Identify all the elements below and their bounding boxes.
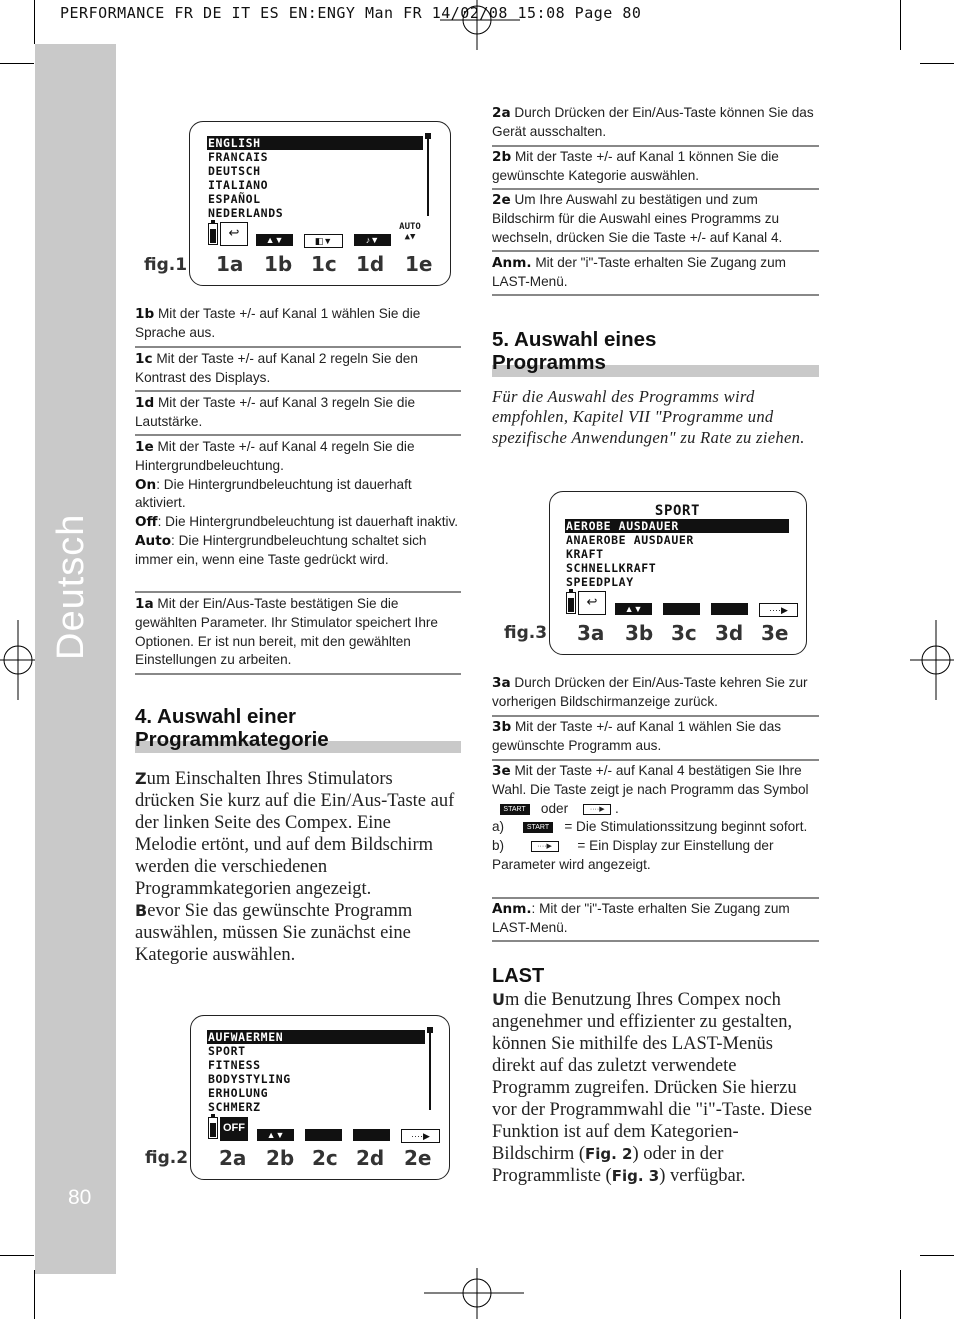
up-down-icon: ▲▼ xyxy=(257,1129,294,1141)
off-icon: OFF xyxy=(220,1117,248,1141)
section4-body: Zum Einschalten Ihres Stimulators drücken Sie kurz auf die Ein/Aus-Taste auf der linken Seite des Compex. Eine Melodie ertönt, und auf dem Bildschirm werden die verschiedenen Programmkategorien angezeigt. Bevor Sie das gewünschte Programm auswählen, müssen Sie zunächst eine Kategorie auswählen. xyxy=(135,769,455,965)
option-a: a) START = Die Stimulationssitzung beginnt sofort. xyxy=(492,819,808,835)
start-icon: START xyxy=(523,822,553,833)
divider xyxy=(135,434,461,436)
fig1-label: fig.1 xyxy=(144,255,188,275)
volume-icon: ♪▼ xyxy=(354,234,391,246)
contrast-icon: ◧▼ xyxy=(304,234,343,248)
menu-item: ITALIANO xyxy=(208,178,269,192)
key-label: 2c xyxy=(312,1146,338,1170)
up-down-icon: ▲▼ xyxy=(256,234,293,246)
section5-title: 5. Auswahl eines Programms xyxy=(492,328,657,374)
item-2a: 2a Durch Drücken der Ein/Aus-Taste können Sie das Gerät ausschalten. xyxy=(492,105,814,139)
scrollbar xyxy=(427,136,429,216)
fig1-screen xyxy=(144,121,451,286)
language-label: Deutsch xyxy=(50,513,92,660)
menu-item: AUFWAERMEN xyxy=(207,1030,425,1044)
item-3b: 3b Mit der Taste +/- auf Kanal 1 wählen Sie das gewünschte Programm aus. xyxy=(492,719,782,753)
item-1a: 1a Mit der Ein/Aus-Taste bestätigen Sie die gewählten Parameter. Ihr Stimulator speichert Ihre Optionen. Er ist nun bereit, mit den gewählten Einstellungen zu arbeiten. xyxy=(135,596,438,668)
item-2b: 2b Mit der Taste +/- auf Kanal 1 können Sie die gewünschte Kategorie auswählen. xyxy=(492,149,779,183)
scrollbar xyxy=(429,1030,431,1110)
auto-indicator: AUTO ▲▼ xyxy=(399,222,421,242)
item-anm-1: Anm. Mit der "i"-Taste erhalten Sie Zugang zum LAST-Menü. xyxy=(492,255,786,289)
menu-item: ENGLISH xyxy=(207,136,423,150)
registration-mark-top xyxy=(440,0,520,60)
divider xyxy=(492,188,819,190)
item-1e: 1e Mit der Taste +/- auf Kanal 4 regeln Sie die Hintergrundbeleuchtung. On: Die Hintergrundbeleuchtung ist dauerhaft aktiviert. Off: Die Hintergrundbeleuchtung ist dauerhaft inaktiv. Auto: Die Hintergrundbeleuchtung schaltet sich immer ein, wenn eine Taste gedrückt wird. xyxy=(135,438,460,570)
key-label: 1b xyxy=(264,252,293,276)
registration-mark-bottom xyxy=(424,1268,524,1319)
blank-key xyxy=(711,603,748,615)
fig3-label: fig.3 xyxy=(504,623,548,643)
menu-item: SPEEDPLAY xyxy=(566,575,634,589)
registration-mark-left xyxy=(0,620,40,700)
next-arrow-icon: ····▶ xyxy=(531,841,559,852)
divider xyxy=(492,145,819,147)
divider xyxy=(492,250,819,252)
back-arrow-icon: ↩ xyxy=(578,591,606,615)
registration-mark-right xyxy=(910,620,954,700)
menu-item: FRANCAIS xyxy=(208,150,269,164)
key-label: 1d xyxy=(356,252,385,276)
fig3-softkeys xyxy=(615,603,798,617)
print-header: PERFORMANCE FR DE IT ES EN:ENGY Man FR 14/02/08 15:08 Page 80 xyxy=(60,4,642,22)
key-label: 1a xyxy=(216,252,244,276)
next-arrow-icon: ····▶ xyxy=(583,804,611,815)
option-b: b) ····▶ = Ein Display zur Einstellung der Parameter wird angezeigt. xyxy=(492,838,774,872)
battery-icon xyxy=(208,223,218,245)
next-arrow-icon: ····▶ xyxy=(759,603,798,617)
battery-icon xyxy=(208,1117,218,1139)
item-1d: 1d Mit der Taste +/- auf Kanal 3 regeln Sie die Lautstärke. xyxy=(135,395,416,429)
menu-item: SCHMERZ xyxy=(208,1100,261,1114)
menu-item: FITNESS xyxy=(208,1058,261,1072)
divider xyxy=(492,715,819,717)
key-label: 1e xyxy=(405,252,433,276)
menu-item: KRAFT xyxy=(566,547,604,561)
menu-item: ANAEROBE AUSDAUER xyxy=(566,533,694,547)
option-auto: Auto: Die Hintergrundbeleuchtung schaltet sich immer ein, wenn eine Taste gedrückt wird. xyxy=(135,532,427,567)
fig1-menu xyxy=(207,136,423,220)
menu-item: SCHNELLKRAFT xyxy=(566,561,657,575)
back-arrow-icon: ↩ xyxy=(220,222,248,246)
option-off: Off: Die Hintergrundbeleuchtung ist dauerhaft inaktiv. xyxy=(135,514,459,531)
menu-item: BODYSTYLING xyxy=(208,1072,291,1086)
option-on: On: Die Hintergrundbeleuchtung ist dauerhaft aktiviert. xyxy=(135,476,412,511)
menu-item: SPORT xyxy=(208,1044,246,1058)
divider xyxy=(492,897,819,899)
key-label: 2d xyxy=(356,1146,385,1170)
fig2-screen xyxy=(145,1015,450,1180)
fig3-screen xyxy=(504,491,807,655)
last-body: Um die Benutzung Ihres Compex noch angenehmer und effizienter zu gestalten, können Sie mithilfe des LAST-Menüs direkt auf das zuletzt verwendete Programm zugreifen. Drücken Sie hierzu vor der Programmwahl die "i"-Taste. Diese Funktion ist auf dem Kategorien-Bildschirm (Fig. 2) oder in der Programmliste (Fig. 3) verfügbar. xyxy=(492,990,812,1186)
blank-key xyxy=(663,603,700,615)
menu-item: ERHOLUNG xyxy=(208,1086,269,1100)
key-label: 2a xyxy=(219,1146,247,1170)
fig2-softkeys xyxy=(257,1129,440,1143)
item-3a: 3a Durch Drücken der Ein/Aus-Taste kehren Sie zur vorherigen Bildschirmanzeige zurück. xyxy=(492,675,808,709)
key-label: 1c xyxy=(311,252,337,276)
fig1-softkeys xyxy=(256,234,391,248)
fig2-menu xyxy=(207,1030,425,1114)
item-1b: 1b Mit der Taste +/- auf Kanal 1 wählen Sie die Sprache aus. xyxy=(135,306,421,340)
fig2-keys xyxy=(219,1146,431,1170)
key-label: 3d xyxy=(715,621,744,645)
fig3-menu xyxy=(565,504,789,589)
menu-item: ESPAÑOL xyxy=(208,192,261,206)
page-number: 80 xyxy=(68,1186,92,1209)
divider xyxy=(135,673,461,675)
divider xyxy=(492,294,819,296)
fig3-title: SPORT xyxy=(654,503,701,519)
item-anm-2: Anm.: Mit der "i"-Taste erhalten Sie Zugang zum LAST-Menü. xyxy=(492,901,790,935)
blank-key xyxy=(353,1129,390,1141)
item-3e: 3e Mit der Taste +/- auf Kanal 4 bestätigen Sie Ihre Wahl. Die Taste zeigt je nach Programm das Symbol START oder ····▶ . a) START = Die Stimulationssitzung beginnt sofort. b) ····▶ = Ein Display zur Einstellung der Parameter wird angezeigt. xyxy=(492,762,819,875)
next-arrow-icon: ····▶ xyxy=(401,1129,440,1143)
key-label: 3e xyxy=(761,621,789,645)
key-label: 2e xyxy=(404,1146,432,1170)
key-label: 3b xyxy=(625,621,654,645)
fig2-label: fig.2 xyxy=(145,1148,189,1168)
start-icon: START xyxy=(500,804,530,815)
key-label: 3c xyxy=(671,621,697,645)
fig1-keys xyxy=(216,252,432,276)
menu-item: DEUTSCH xyxy=(208,164,261,178)
divider xyxy=(135,591,461,593)
fig3-keys xyxy=(577,621,788,645)
divider xyxy=(135,390,461,392)
item-2e: 2e Um Ihre Auswahl zu bestätigen und zum Bildschirm für die Auswahl eines Programms zu wechseln, drücken Sie die Taste +/- auf Kanal 4. xyxy=(492,192,783,245)
up-down-icon: ▲▼ xyxy=(615,603,652,615)
section5-intro: Für die Auswahl des Programms wird empfohlen, Kapitel VII "Programme und spezifische Anwendungen" zu Rate zu ziehen. xyxy=(492,387,805,447)
blank-key xyxy=(305,1129,342,1141)
item-1c: 1c Mit der Taste +/- auf Kanal 2 regeln Sie den Kontrast des Displays. xyxy=(135,351,418,385)
key-label: 3a xyxy=(577,621,605,645)
divider xyxy=(492,940,819,942)
divider xyxy=(135,346,461,348)
key-label: 2b xyxy=(266,1146,295,1170)
menu-item: NEDERLANDS xyxy=(208,206,284,220)
divider xyxy=(492,759,819,761)
menu-item: AEROBE AUSDAUER xyxy=(565,519,789,533)
last-title: LAST xyxy=(492,965,545,987)
battery-icon xyxy=(566,592,576,614)
section4-title: 4. Auswahl einer Programmkategorie xyxy=(135,705,329,751)
